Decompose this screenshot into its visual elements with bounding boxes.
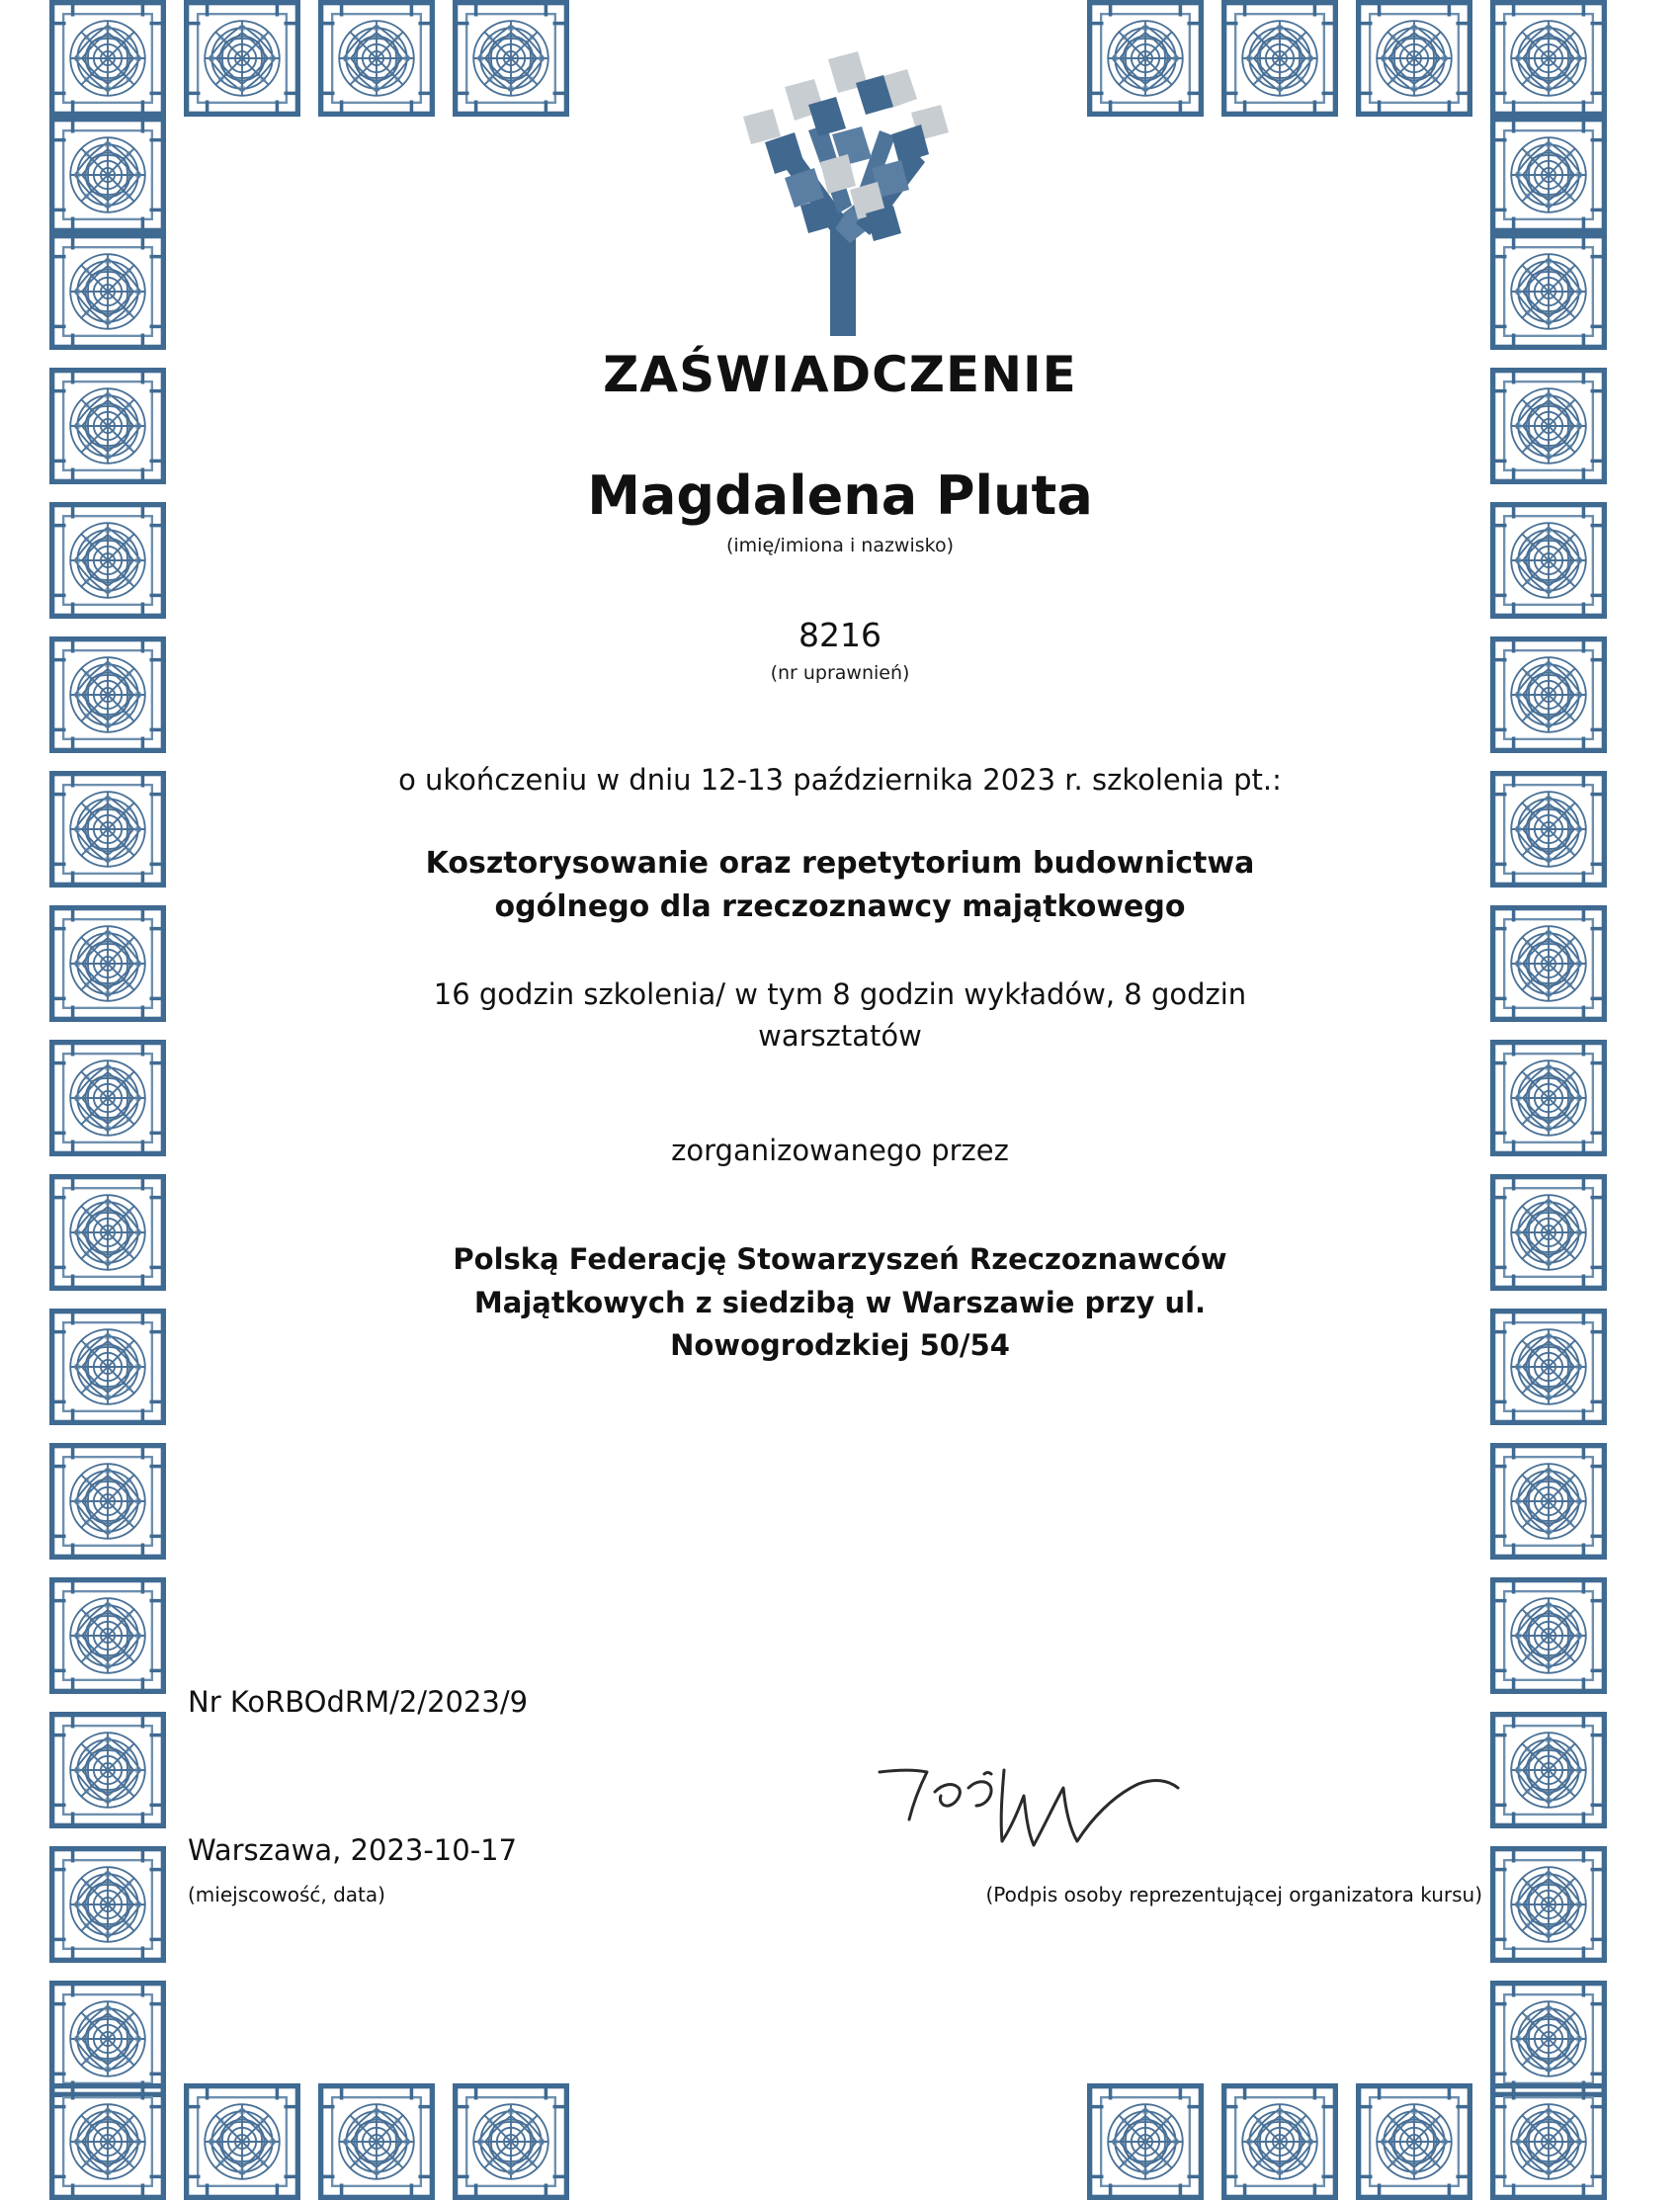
ornament-tile: [49, 1174, 166, 1291]
ornament-tile: [1490, 368, 1607, 484]
course-title: [198, 842, 1482, 928]
certificate-body: [188, 0, 1482, 2174]
organized-by-label: zorganizowanego przez: [671, 1134, 1009, 1168]
ornament-tile: [1490, 1981, 1607, 2097]
ornament-tile: [1490, 1577, 1607, 1694]
person-name-caption: (imię/imiona i nazwisko): [725, 535, 955, 556]
page-title: ZAŚWIADCZENIE: [603, 346, 1077, 403]
place-and-date: Warszawa, 2023-10-17: [188, 1833, 518, 1867]
organizer-name: [198, 1238, 1482, 1368]
organizer-line-2: Majątkowych z siedzibą w Warszawie przy ul.: [473, 1285, 1207, 1319]
ornament-tile: [49, 905, 166, 1022]
ornament-tile: [1490, 1443, 1607, 1560]
ornament-tile: [1490, 233, 1607, 350]
ornament-tile: [1490, 1040, 1607, 1156]
license-number-caption: (nr uprawnień): [770, 662, 910, 684]
ornament-tile: [49, 502, 166, 619]
ornament-tile: [49, 233, 166, 350]
completion-line: o ukończeniu w dniu 12-13 października 2023 r. szkolenia pt.:: [398, 763, 1282, 797]
ornament-tile: [49, 117, 166, 233]
license-number: 8216: [798, 616, 882, 654]
ornament-tile: [1490, 771, 1607, 888]
ornament-tile: [49, 1712, 166, 1828]
course-hours-line-2: warsztatów: [758, 1019, 922, 1054]
course-title-line-2: ogólnego dla rzeczoznawcy majątkowego: [494, 888, 1186, 924]
ornament-tile: [49, 1040, 166, 1156]
ornament-tile: [1490, 905, 1607, 1022]
pfsrm-tree-logo: [682, 0, 998, 336]
ornament-tile: [49, 368, 166, 484]
ornament-tile: [1490, 636, 1607, 753]
ornament-tile: [49, 1443, 166, 1560]
ornament-tile: [49, 771, 166, 888]
ornament-tile: [1490, 1309, 1607, 1425]
organizer-line-1: Polską Federację Stowarzyszeń Rzeczoznawców: [453, 1242, 1227, 1277]
ornament-tile: [1490, 1846, 1607, 1963]
ornament-tile: [49, 0, 166, 117]
ornament-tile: [49, 2083, 166, 2200]
course-hours-line-1: 16 godzin szkolenia/ w tym 8 godzin wykładów, 8 godzin: [433, 977, 1247, 1011]
ornament-tile: [1490, 117, 1607, 233]
ornament-tile: [1490, 1174, 1607, 1291]
ornament-tile: [49, 1981, 166, 2097]
ornament-tile: [1490, 0, 1607, 117]
ornament-tile: [1490, 1712, 1607, 1828]
ornament-tile: [49, 1846, 166, 1963]
ornament-tile: [49, 1577, 166, 1694]
ornament-tile: [1490, 502, 1607, 619]
signature-caption: (Podpis osoby reprezentującej organizatora kursu): [985, 1883, 1482, 1906]
course-title-line-1: Kosztorysowanie oraz repetytorium budownictwa: [425, 846, 1255, 881]
handwritten-signature: [870, 1754, 1196, 1873]
course-hours: [198, 973, 1482, 1057]
place-and-date-caption: (miejscowość, data): [188, 1883, 385, 1906]
organizer-line-3: Nowogrodzkiej 50/54: [670, 1328, 1010, 1363]
ornament-tile: [49, 1309, 166, 1425]
ornament-tile: [49, 636, 166, 753]
ornament-tile: [1490, 2083, 1607, 2200]
person-name: Magdalena Pluta: [587, 465, 1093, 527]
document-number: Nr KoRBOdRM/2/2023/9: [188, 1685, 529, 1719]
